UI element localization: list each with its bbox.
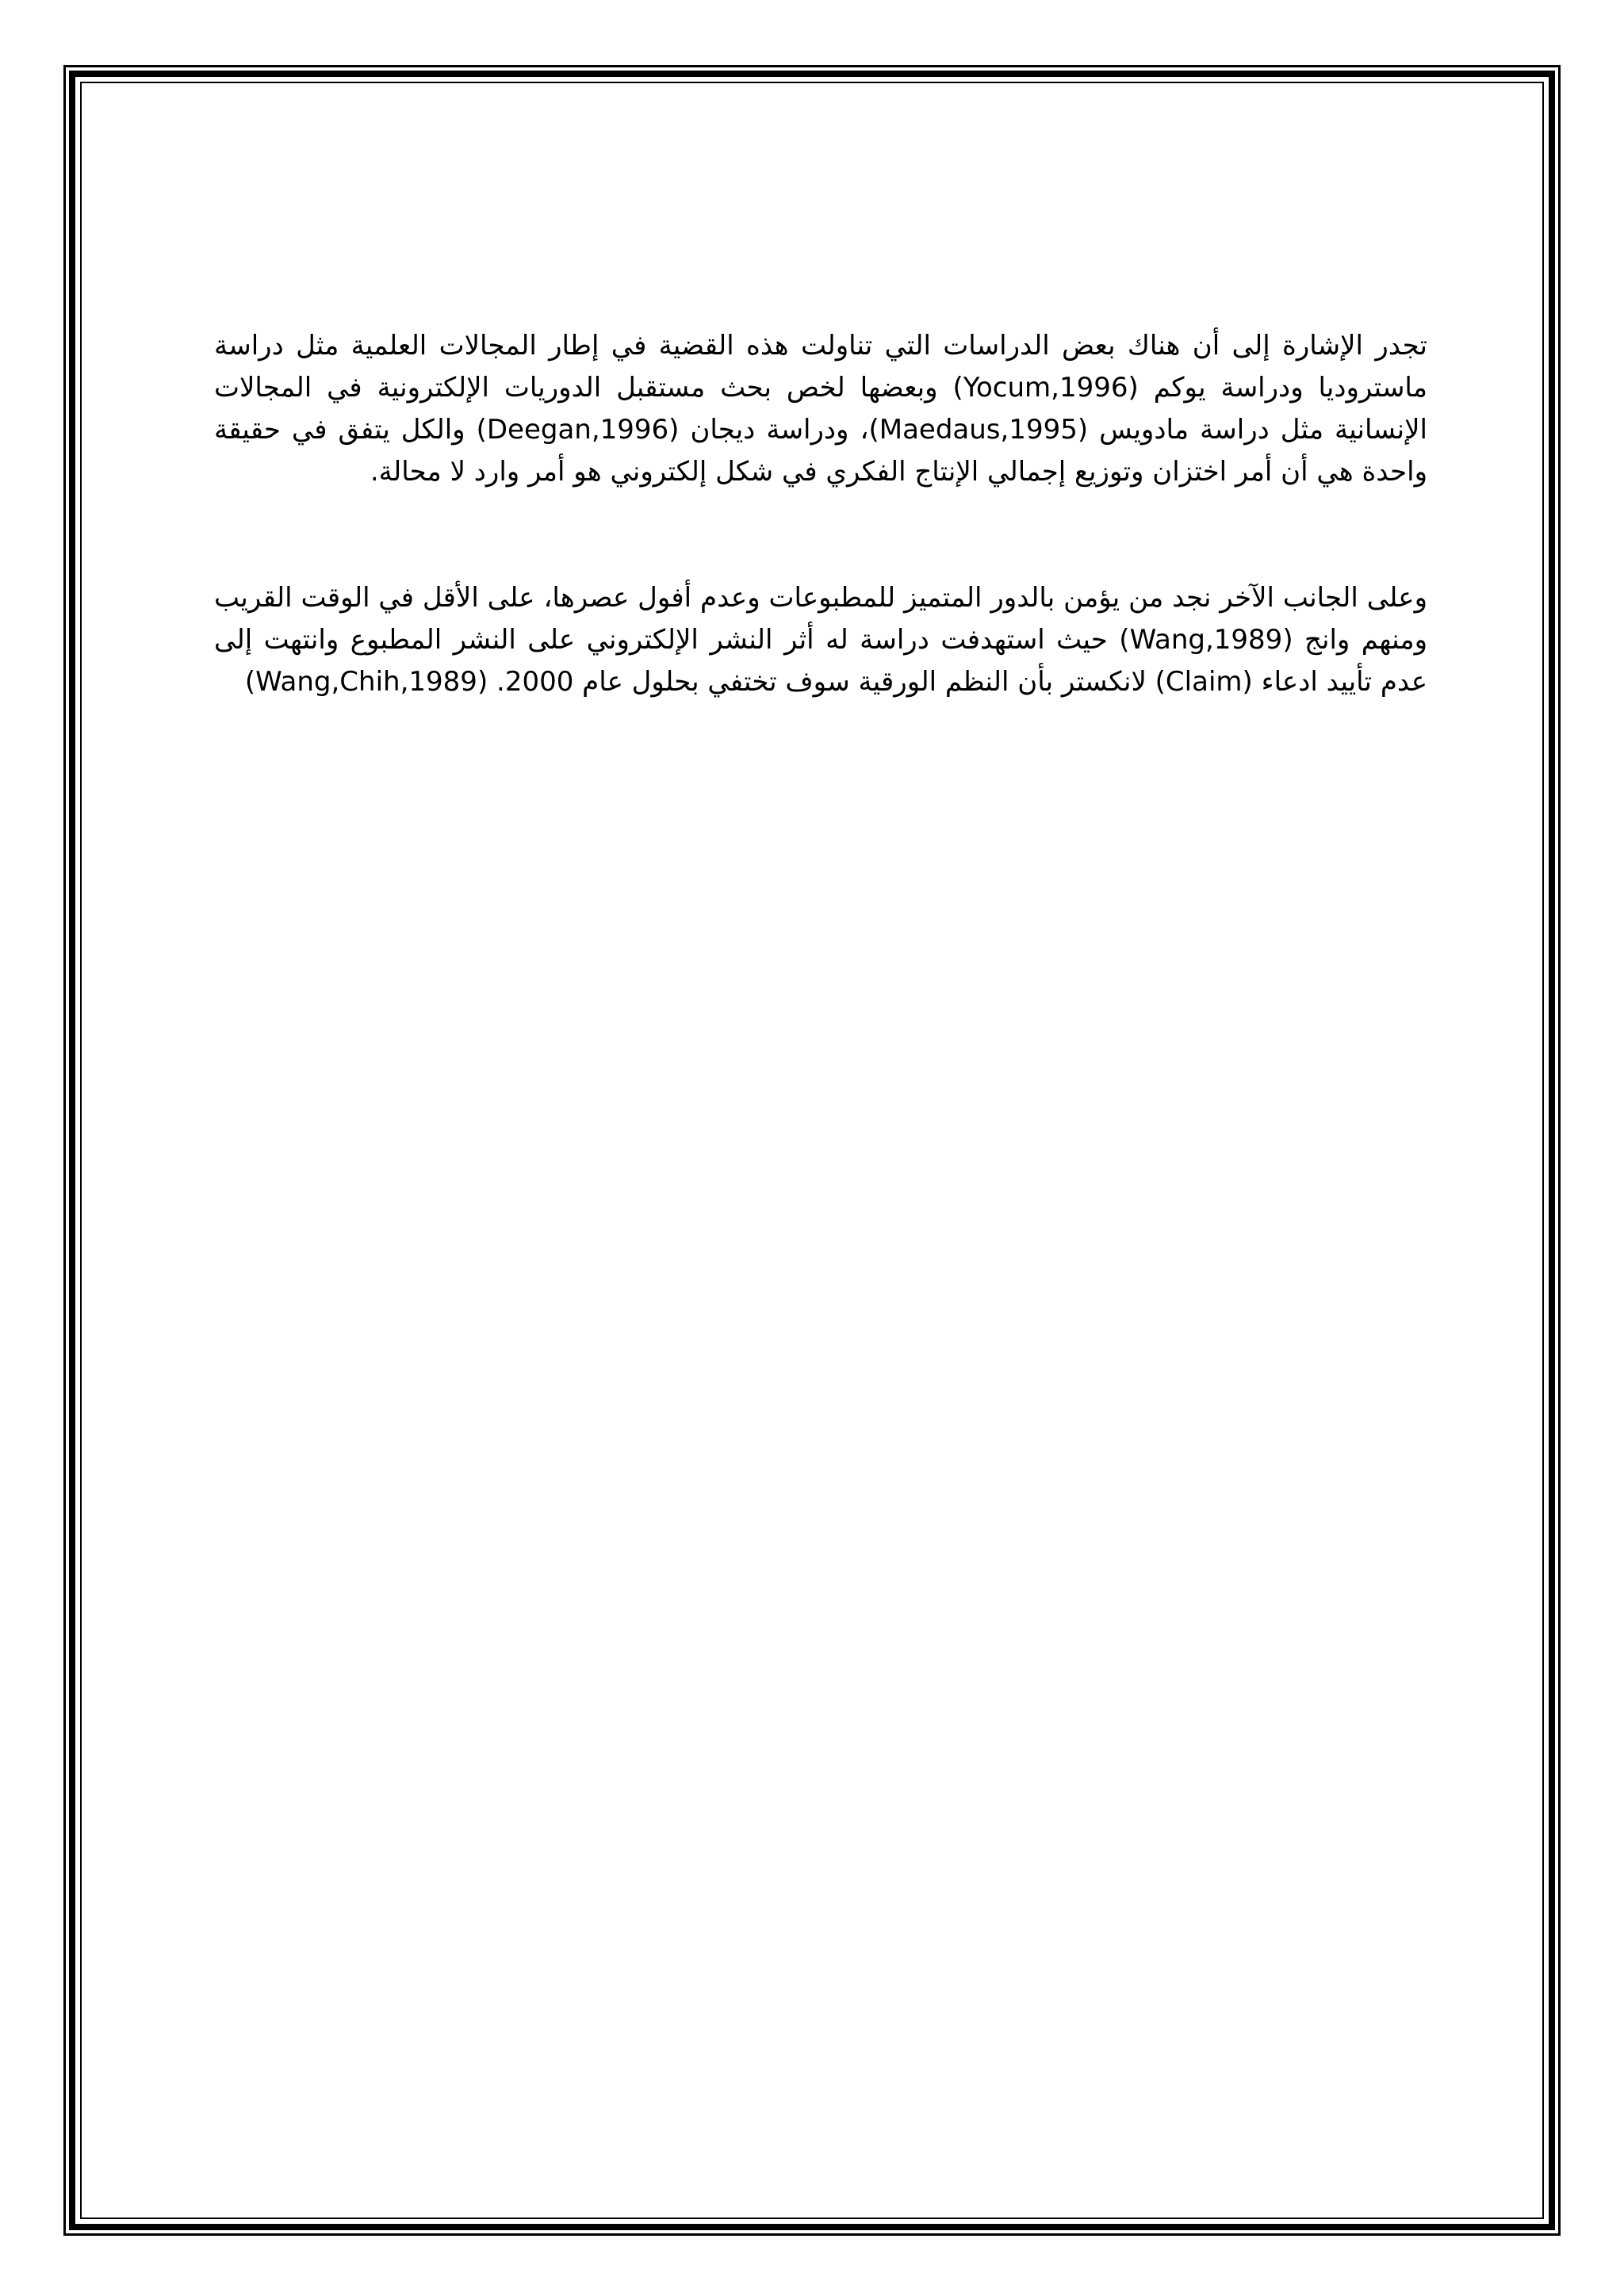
paragraph-2: وعلى الجانب الآخر نجد من يؤمن بالدور المتميز للمطبوعات وعدم أفول عصرها، على الأقل في الوقت القريب ومنهم وانج (Wang,1989) حيث استهدفت دراسة له أثر النشر الإلكتروني على النشر المطبوع وانتهت إلى عدم تأييد ادعاء (Claim) لانكستر بأن النظم الورقية سوف تختفي بحلول عام 2000. (Wang,Chih,1989) <box>214 582 1427 698</box>
document-body <box>214 325 1427 703</box>
paragraph-1: تجدر الإشارة إلى أن هناك بعض الدراسات التي تناولت هذه القضية في إطار المجالات العلمية مثل دراسة ماستروديا ودراسة يوكم (Yocum,1996) وبعضها لخص بحث مستقبل الدوريات الإلكترونية في المجالات الإنسانية مثل دراسة مادويس (Maedaus,1995)، ودراسة ديجان (Deegan,1996) والكل يتفق في حقيقة واحدة هي أن أمر اختزان وتوزيع إجمالي الإنتاج الفكري في شكل إلكتروني هو أمر وارد لا محالة. <box>214 330 1428 488</box>
